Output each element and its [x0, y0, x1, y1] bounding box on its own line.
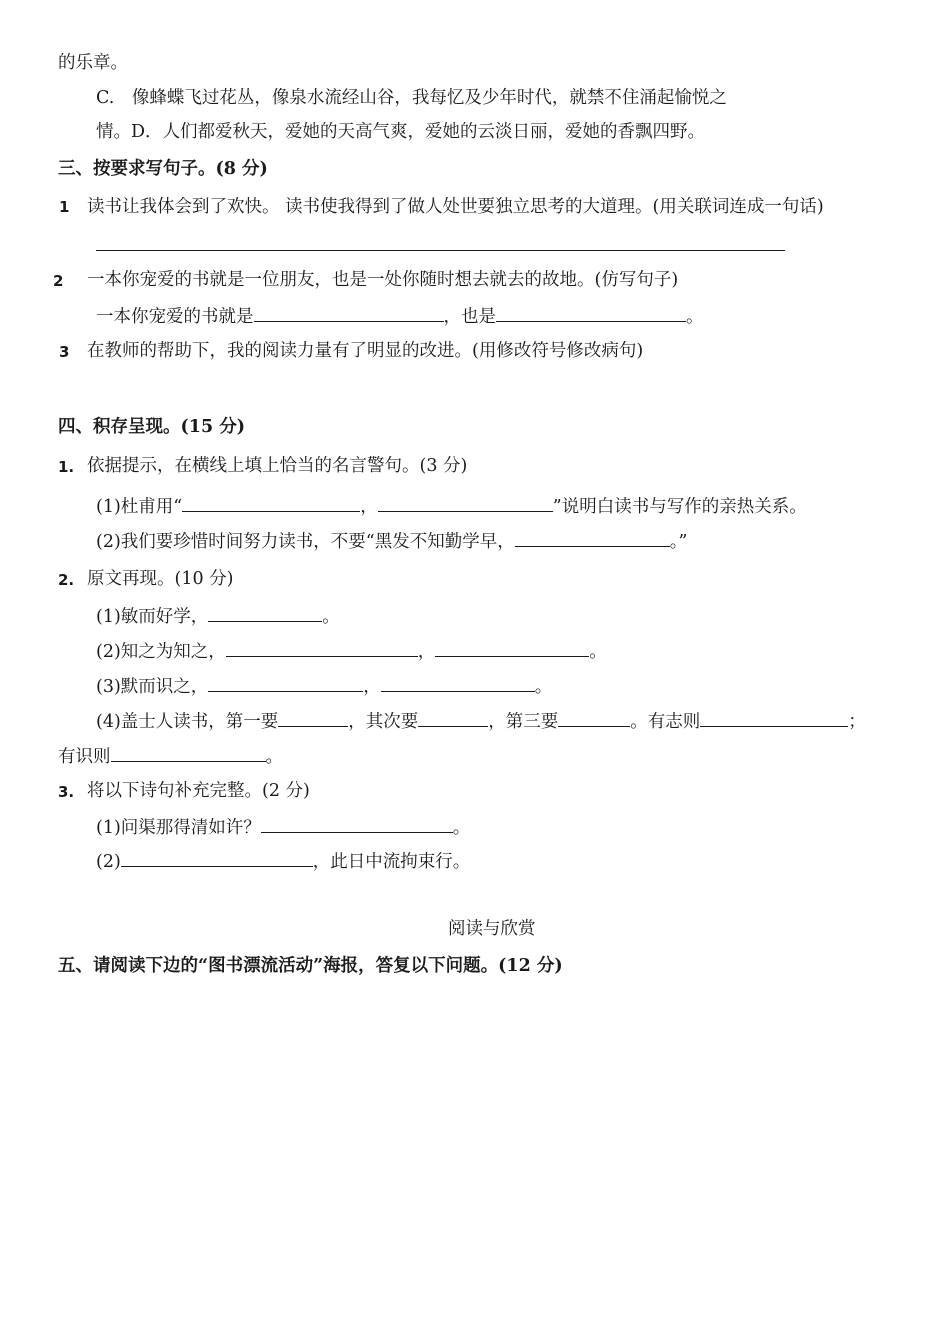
- s4-q3-2: [96, 850, 470, 873]
- fill-text: ，第三要: [488, 712, 559, 732]
- fill-text: ，: [417, 642, 436, 662]
- fill-text: 有识则: [58, 747, 111, 767]
- question-number: 2.: [58, 571, 75, 589]
- s4-q2-4: [96, 710, 866, 733]
- answer-blank[interactable]: [208, 675, 363, 692]
- option-c-cont-and-d: 情。D．人们都爱秋天，爱她的天高气爽，爱她的云淡日丽，爱她的香飘四野。: [96, 122, 706, 142]
- reading-heading: 阅读与欣赏: [448, 919, 536, 939]
- fill-text: 。: [265, 747, 283, 767]
- answer-blank[interactable]: [254, 305, 444, 322]
- question-number: 1.: [58, 458, 75, 476]
- s4-q2-1: [96, 605, 340, 628]
- fill-text: 。”: [669, 532, 688, 552]
- answer-blank[interactable]: [558, 710, 630, 727]
- fill-text: ”说明白读书与写作的亲热关系。: [552, 497, 807, 517]
- answer-blank[interactable]: [226, 640, 418, 657]
- answer-blank[interactable]: [435, 640, 589, 657]
- fill-text: 。: [589, 642, 607, 662]
- question-number: 3: [59, 343, 70, 361]
- fill-text: (1)问渠那得清如许？: [96, 818, 261, 838]
- question-number: 2: [53, 272, 64, 290]
- question-number: 1: [59, 198, 70, 216]
- fill-text: (2)知之为知之，: [96, 642, 226, 662]
- s4-q1-1: [96, 495, 807, 518]
- answer-blank[interactable]: [496, 305, 686, 322]
- answer-blank[interactable]: [381, 675, 535, 692]
- s3-q3-text: 在教师的帮助下，我的阅读力量有了明显的改进。(用修改符号修改病句): [87, 341, 644, 361]
- fill-text: 。: [686, 307, 704, 327]
- fill-text: ，也是: [443, 307, 496, 327]
- fill-text: 。: [322, 607, 340, 627]
- fill-text: 一本你宠爱的书就是: [96, 307, 254, 327]
- text-line: 的乐章。: [58, 53, 128, 73]
- fill-text: 。: [452, 818, 471, 838]
- s4-q1-text: 依据提示，在横线上填上恰当的名言警句。(3 分): [87, 456, 468, 476]
- s3-q2-text: 一本你宠爱的书就是一位朋友，也是一处你随时想去就去的故地。(仿写句子): [87, 270, 679, 290]
- s3-q2-fill-line: [96, 305, 704, 328]
- s4-q3-text: 将以下诗句补充完整。(2 分): [87, 781, 310, 801]
- answer-blank[interactable]: [261, 816, 453, 833]
- fill-text: (1)杜甫用“: [96, 497, 183, 517]
- fill-text: ；: [848, 712, 866, 732]
- s4-q2-2: [96, 640, 607, 663]
- answer-blank[interactable]: [208, 605, 322, 622]
- s4-q2-4-cont: [58, 745, 283, 768]
- fill-text: (2): [96, 852, 121, 872]
- s4-q2-3: [96, 675, 552, 698]
- fill-text: ，: [363, 677, 381, 697]
- answer-blank[interactable]: [418, 710, 488, 727]
- fill-text: ，此日中流拘束行。: [312, 852, 471, 872]
- s4-q3-1: [96, 816, 470, 839]
- answer-blank[interactable]: [278, 710, 348, 727]
- s3-q1-text: 读书让我体会到了欢快。 读书使我得到了做人处世要独立思考的大道理。(用关联词连成一句话): [87, 197, 824, 217]
- fill-text: (3)默而识之，: [96, 677, 209, 697]
- answer-blank[interactable]: [378, 495, 553, 512]
- fill-text: (4)盖士人读书，第一要: [96, 712, 279, 732]
- fill-text: ，其次要: [348, 712, 419, 732]
- section-5-title: 五、请阅读下边的“图书漂流活动”海报，答复以下问题。(12 分): [58, 956, 563, 976]
- s4-q1-2: [96, 530, 687, 553]
- answer-blank[interactable]: [182, 495, 360, 512]
- answer-blank[interactable]: [121, 850, 313, 867]
- section-3-title: 三、按要求写句子。(8 分): [58, 159, 268, 179]
- fill-text: ，: [360, 497, 378, 517]
- fill-text: 。有志则: [630, 712, 701, 732]
- answer-line[interactable]: [96, 250, 785, 251]
- fill-text: (2)我们要珍惜时间努力读书，不要“黑发不知勤学早，: [96, 532, 515, 552]
- question-number: 3.: [58, 783, 75, 801]
- option-c: C. 像蜂蝶飞过花丛，像泉水流经山谷，我每忆及少年时代，就禁不住涌起愉悦之: [96, 88, 727, 108]
- fill-text: 。: [534, 677, 553, 697]
- answer-blank[interactable]: [700, 710, 848, 727]
- s4-q2-text: 原文再现。(10 分): [87, 569, 234, 589]
- answer-blank[interactable]: [111, 745, 266, 762]
- answer-blank[interactable]: [515, 530, 670, 547]
- fill-text: (1)敏而好学，: [96, 607, 209, 627]
- section-4-title: 四、积存呈现。(15 分): [58, 417, 246, 437]
